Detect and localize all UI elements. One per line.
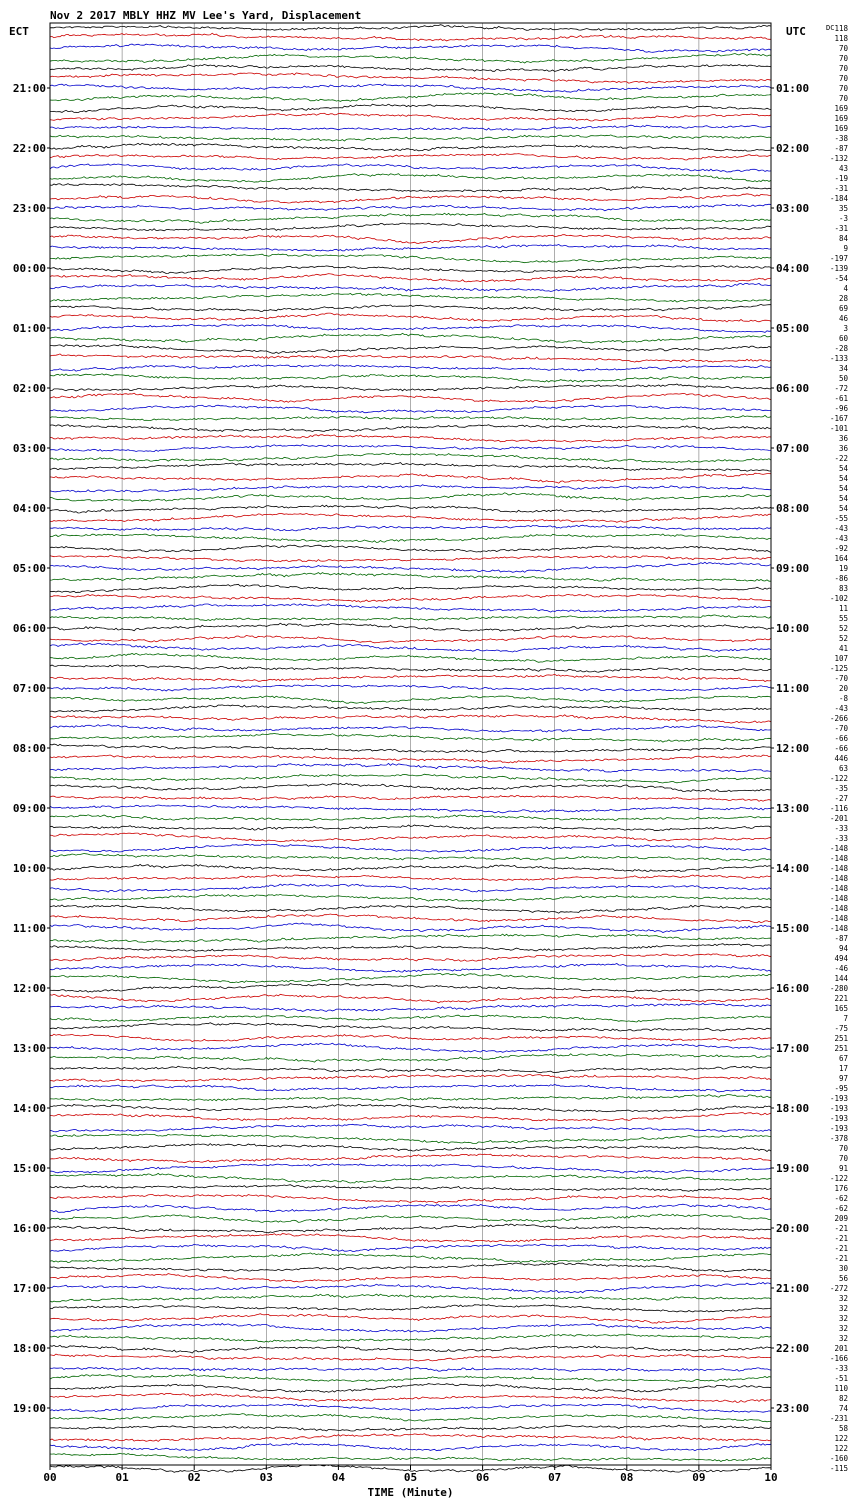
left-hour-label: 12:00: [12, 982, 46, 995]
trace-offset-label: -148: [829, 864, 848, 873]
trace-offset-label: 54: [838, 464, 848, 473]
trace-offset-label: 54: [838, 504, 848, 513]
trace-offset-label: 169: [834, 124, 848, 133]
trace-offset-label: 20: [838, 684, 848, 693]
right-hour-label: 03:00: [776, 202, 810, 215]
x-tick-label: 09: [692, 1471, 706, 1484]
trace-offset-label: -21: [834, 1224, 848, 1233]
left-hour-label: 11:00: [12, 922, 46, 935]
trace-offset-label: 164: [834, 554, 848, 563]
right-hour-label: 08:00: [776, 502, 810, 515]
trace-offset-label: 32: [838, 1304, 848, 1313]
trace-offset-label: 201: [834, 1344, 848, 1353]
trace-offset-label: 17: [838, 1064, 848, 1073]
trace-offset-label: -280: [829, 984, 848, 993]
trace-offset-label: -46: [834, 964, 848, 973]
trace-offset-label: -43: [834, 534, 848, 543]
trace-offset-label: -115: [829, 1464, 848, 1473]
trace-offset-label: -184: [829, 194, 848, 203]
trace-offset-label: 221: [834, 994, 848, 1003]
trace-offset-label: -96: [834, 404, 848, 413]
x-axis-label: TIME (Minute): [367, 1486, 454, 1499]
trace-offset-label: -72: [834, 384, 848, 393]
x-tick-label: 01: [115, 1471, 129, 1484]
left-hour-label: 08:00: [12, 742, 46, 755]
trace-offset-label: 70: [838, 54, 848, 63]
right-hour-label: 04:00: [776, 262, 810, 275]
trace-offset-label: 67: [838, 1054, 848, 1063]
right-hour-label: 06:00: [776, 382, 810, 395]
trace-offset-label: 169: [834, 114, 848, 123]
trace-offset-label: -167: [829, 414, 848, 423]
right-axis-label: UTC: [786, 25, 806, 38]
trace-offset-label: -55: [834, 514, 848, 523]
trace-offset-label: 84: [838, 234, 848, 243]
trace-offset-label: 70: [838, 64, 848, 73]
trace-offset-label: -133: [829, 354, 848, 363]
trace-offset-label: -33: [834, 1364, 848, 1373]
trace-offset-label: 19: [838, 564, 848, 573]
trace-offset-label: -160: [829, 1454, 848, 1463]
trace-offset-label: 55: [838, 614, 848, 623]
trace-offset-label: -31: [834, 184, 848, 193]
trace-offset-label: 58: [838, 1424, 848, 1433]
trace-offset-label: 107: [834, 654, 848, 663]
trace-offset-label: -122: [829, 1174, 848, 1183]
trace-offset-label: -38: [834, 134, 848, 143]
trace-offset-label: 251: [834, 1044, 848, 1053]
trace-offset-label: -378: [829, 1134, 848, 1143]
trace-offset-label: 54: [838, 474, 848, 483]
trace-offset-label: -66: [834, 734, 848, 743]
trace-offset-label: -31: [834, 224, 848, 233]
trace-offset-label: 63: [838, 764, 848, 773]
trace-offset-label: 74: [838, 1404, 848, 1413]
trace-offset-label: -101: [829, 424, 848, 433]
trace-offset-label: 209: [834, 1214, 848, 1223]
trace-offset-label: -193: [829, 1104, 848, 1113]
x-tick-label: 06: [475, 1471, 490, 1484]
trace-offset-label: 176: [834, 1184, 848, 1193]
trace-offset-label: -148: [829, 914, 848, 923]
trace-offset-label: 70: [838, 1144, 848, 1153]
trace-offset-label: -61: [834, 394, 848, 403]
trace-offset-label: 46: [838, 314, 848, 323]
left-hour-label: 02:00: [12, 382, 46, 395]
trace-offset-label: -8: [838, 694, 848, 703]
trace-offset-label: 41: [838, 644, 848, 653]
trace-offset-label: -193: [829, 1124, 848, 1133]
left-hour-label: 16:00: [12, 1222, 46, 1235]
trace-offset-label: -132: [829, 154, 848, 163]
trace-offset-label: -148: [829, 854, 848, 863]
trace-offset-label: -51: [834, 1374, 848, 1383]
x-tick-label: 04: [331, 1471, 346, 1484]
trace-offset-label: 69: [838, 304, 848, 313]
trace-offset-label: 3: [843, 324, 848, 333]
right-hour-label: 20:00: [776, 1222, 810, 1235]
trace-offset-label: -95: [834, 1084, 848, 1093]
x-tick-label: 00: [43, 1471, 57, 1484]
left-hour-label: 07:00: [12, 682, 46, 695]
trace-offset-label: -148: [829, 904, 848, 913]
left-hour-label: 19:00: [12, 1402, 46, 1415]
trace-offset-label: 118: [834, 34, 848, 43]
trace-offset-label: -70: [834, 724, 848, 733]
left-hour-label: 04:00: [12, 502, 46, 515]
left-hour-label: 22:00: [12, 142, 46, 155]
trace-offset-label: -86: [834, 574, 848, 583]
trace-offset-label: -22: [834, 454, 848, 463]
trace-offset-label: -66: [834, 744, 848, 753]
trace-offset-label: -62: [834, 1194, 848, 1203]
trace-offset-label: -193: [829, 1114, 848, 1123]
left-hour-label: 17:00: [12, 1282, 46, 1295]
left-hour-label: 01:00: [12, 322, 46, 335]
trace-offset-label: -21: [834, 1254, 848, 1263]
left-hour-label: 09:00: [12, 802, 46, 815]
left-hour-label: 10:00: [12, 862, 46, 875]
trace-offset-label: -33: [834, 834, 848, 843]
trace-offset-label: -21: [834, 1234, 848, 1243]
trace-offset-label: -148: [829, 874, 848, 883]
trace-offset-label: 70: [838, 94, 848, 103]
right-hour-label: 12:00: [776, 742, 810, 755]
trace-offset-label: 11: [838, 604, 848, 613]
trace-offset-label: -102: [829, 594, 848, 603]
trace-offset-label: 70: [838, 1154, 848, 1163]
right-hour-label: 16:00: [776, 982, 810, 995]
trace-offset-label: -92: [834, 544, 848, 553]
trace-offset-label: 36: [838, 444, 848, 453]
left-hour-label: 13:00: [12, 1042, 46, 1055]
trace-offset-label: -231: [829, 1414, 848, 1423]
right-hour-label: 11:00: [776, 682, 810, 695]
dc-offset-header: DC: [826, 24, 835, 32]
left-hour-label: 18:00: [12, 1342, 46, 1355]
right-hour-label: 13:00: [776, 802, 810, 815]
trace-offset-label: 494: [834, 954, 848, 963]
trace-offset-label: 165: [834, 1004, 848, 1013]
left-hour-label: 15:00: [12, 1162, 46, 1175]
right-hour-label: 15:00: [776, 922, 810, 935]
trace-offset-label: -21: [834, 1244, 848, 1253]
trace-offset-label: -122: [829, 774, 848, 783]
right-hour-label: 22:00: [776, 1342, 810, 1355]
right-hour-label: 05:00: [776, 322, 810, 335]
trace-offset-label: 34: [838, 364, 848, 373]
trace-offset-label: 91: [838, 1164, 848, 1173]
trace-offset-label: -272: [829, 1284, 848, 1293]
trace-offset-label: -35: [834, 784, 848, 793]
chart-title: Nov 2 2017 MBLY HHZ MV Lee's Yard, Displacement: [50, 9, 362, 22]
left-hour-label: 05:00: [12, 562, 46, 575]
trace-offset-label: 30: [838, 1264, 848, 1273]
trace-offset-label: -62: [834, 1204, 848, 1213]
right-hour-label: 02:00: [776, 142, 810, 155]
right-hour-label: 23:00: [776, 1402, 810, 1415]
left-hour-label: 21:00: [12, 82, 46, 95]
left-hour-label: 23:00: [12, 202, 46, 215]
trace-offset-label: 56: [838, 1274, 848, 1283]
trace-offset-label: 82: [838, 1394, 848, 1403]
trace-offset-label: 32: [838, 1314, 848, 1323]
trace-offset-label: 9: [843, 244, 848, 253]
trace-offset-label: 32: [838, 1294, 848, 1303]
trace-offset-label: 52: [838, 634, 848, 643]
trace-offset-label: -197: [829, 254, 848, 263]
right-hour-label: 01:00: [776, 82, 810, 95]
trace-offset-label: 43: [838, 164, 848, 173]
trace-offset-label: 7: [843, 1014, 848, 1023]
trace-offset-label: 251: [834, 1034, 848, 1043]
trace-offset-label: -28: [834, 344, 848, 353]
x-tick-label: 10: [764, 1471, 778, 1484]
trace-offset-label: 446: [834, 754, 848, 763]
trace-offset-label: 83: [838, 584, 848, 593]
trace-offset-label: 54: [838, 484, 848, 493]
trace-offset-label: 110: [834, 1384, 848, 1393]
trace-offset-label: 35: [838, 204, 848, 213]
right-hour-label: 17:00: [776, 1042, 810, 1055]
x-tick-label: 05: [403, 1471, 418, 1484]
x-tick-label: 08: [620, 1471, 634, 1484]
trace-offset-label: -201: [829, 814, 848, 823]
trace-offset-label: -87: [834, 934, 848, 943]
right-hour-label: 07:00: [776, 442, 810, 455]
trace-offset-label: 28: [838, 294, 848, 303]
x-tick-label: 02: [187, 1471, 201, 1484]
trace-offset-label: -193: [829, 1094, 848, 1103]
left-hour-label: 00:00: [12, 262, 46, 275]
trace-offset-label: -148: [829, 924, 848, 933]
x-tick-label: 03: [259, 1471, 273, 1484]
trace-offset-label: 144: [834, 974, 848, 983]
trace-offset-label: 70: [838, 84, 848, 93]
trace-offset-label: -148: [829, 844, 848, 853]
trace-offset-label: -70: [834, 674, 848, 683]
trace-offset-label: -43: [834, 524, 848, 533]
trace-offset-label: -266: [829, 714, 848, 723]
trace-offset-label: 4: [843, 284, 848, 293]
trace-offset-label: 32: [838, 1324, 848, 1333]
trace-offset-label: -75: [834, 1024, 848, 1033]
x-tick-label: 07: [548, 1471, 562, 1484]
right-hour-label: 14:00: [776, 862, 810, 875]
trace-offset-label: -116: [829, 804, 848, 813]
labels: [13, 24, 849, 1499]
trace-offset-label: -27: [834, 794, 848, 803]
trace-offset-label: -87: [834, 144, 848, 153]
right-hour-label: 19:00: [776, 1162, 810, 1175]
left-axis-label: ECT: [9, 25, 29, 38]
trace-offset-label: -3: [838, 214, 848, 223]
trace-offset-label: -125: [829, 664, 848, 673]
trace-offset-label: -54: [834, 274, 848, 283]
trace-offset-label: -148: [829, 884, 848, 893]
trace-offset-label: 169: [834, 104, 848, 113]
trace-offset-label: 118: [834, 24, 848, 33]
trace-offset-label: 60: [838, 334, 848, 343]
trace-offset-label: 54: [838, 494, 848, 503]
trace-offset-label: 36: [838, 434, 848, 443]
trace-offset-label: -139: [829, 264, 848, 273]
trace-offset-label: 122: [834, 1444, 848, 1453]
trace-offset-label: 50: [838, 374, 848, 383]
trace-offset-label: -166: [829, 1354, 848, 1363]
trace-offset-label: 122: [834, 1434, 848, 1443]
left-hour-label: 06:00: [12, 622, 46, 635]
trace-offset-label: 70: [838, 44, 848, 53]
left-hour-label: 14:00: [12, 1102, 46, 1115]
right-hour-label: 21:00: [776, 1282, 810, 1295]
trace-offset-label: 70: [838, 74, 848, 83]
trace-offset-label: 52: [838, 624, 848, 633]
trace-offset-label: 97: [838, 1074, 848, 1083]
trace-offset-label: -19: [834, 174, 848, 183]
right-hour-label: 09:00: [776, 562, 810, 575]
trace-offset-label: 94: [838, 944, 848, 953]
trace-offset-label: -33: [834, 824, 848, 833]
trace-offset-label: -148: [829, 894, 848, 903]
left-hour-label: 03:00: [12, 442, 46, 455]
right-hour-label: 10:00: [776, 622, 810, 635]
trace-offset-label: 32: [838, 1334, 848, 1343]
right-hour-label: 18:00: [776, 1102, 810, 1115]
trace-offset-label: -43: [834, 704, 848, 713]
